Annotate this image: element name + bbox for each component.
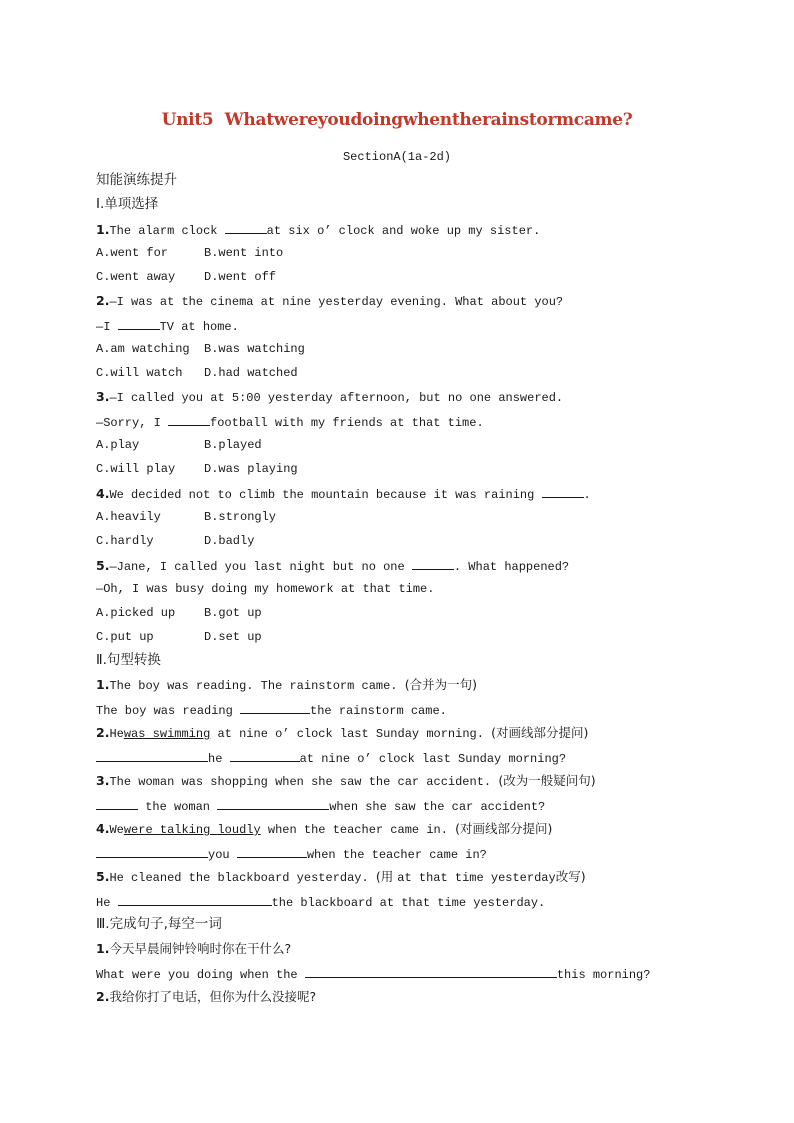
s1-q4-options-row1 (96, 509, 276, 525)
s1-q3-option-a[interactable]: A.play (96, 438, 140, 452)
s2-q1-ans-a: The boy was reading (96, 704, 241, 718)
s2-q1-answer (96, 701, 447, 719)
s1-q3-options-row1 (96, 437, 262, 453)
s1-q1-option-b[interactable]: B.went into (204, 246, 284, 260)
s2-q2-answer (96, 749, 566, 767)
section1-heading: Ⅰ.单项选择 (96, 196, 159, 212)
s1-q4-option-b[interactable]: B.strongly (204, 510, 277, 524)
s1-q4-option-a[interactable]: A.heavily (96, 510, 161, 524)
s1-q3-option-c[interactable]: C.will play (96, 462, 176, 476)
s1-q3-options-row2 (96, 461, 298, 477)
s1-q1-option-a[interactable]: A.went for (96, 246, 169, 260)
s2-q4-stem (96, 821, 552, 838)
s1-q2-line2-b: TV at home. (159, 320, 239, 334)
s1-q3-line2-b: football with my friends at that time. (210, 416, 484, 430)
s1-q1-options-row2 (96, 269, 276, 285)
s2-q3-answer (96, 797, 545, 815)
s1-q5-options-row1 (96, 605, 262, 621)
section2-heading: Ⅱ.句型转换 (96, 652, 161, 668)
page-subtitle: SectionA(1a-2d) (342, 150, 452, 164)
s1-q5-blank[interactable] (412, 557, 454, 570)
s2-q3-note: (改为一般疑问句) (498, 773, 596, 788)
s1-q3-blank[interactable] (168, 413, 210, 426)
s1-q2-stem (96, 293, 563, 310)
s1-q2-options-row1 (96, 341, 305, 357)
s2-q4-note: (对画线部分提问) (455, 821, 553, 836)
s3-q1-answer (96, 965, 650, 983)
s1-q5-option-a[interactable]: A.picked up (96, 606, 176, 620)
s1-q4-stem (96, 485, 591, 503)
s1-q5-stem (96, 557, 569, 575)
s1-q5-options-row2 (96, 629, 262, 645)
s1-q4-blank[interactable] (542, 485, 584, 498)
s1-q3-line2 (96, 413, 484, 431)
s1-q3-line2-a: —Sorry, I (96, 416, 169, 430)
s1-q5-line1-b: . What happened? (453, 560, 570, 574)
s1-q2-option-b[interactable]: B.was watching (204, 342, 305, 356)
s1-q4-text-a: We decided not to climb the mountain because it was raining (109, 488, 542, 502)
s1-q3-number: 3. (96, 389, 110, 404)
s1-q2-option-a[interactable]: A.am watching (96, 342, 190, 356)
s1-q1-blank[interactable] (225, 221, 267, 234)
s1-q1-option-d[interactable]: D.went off (204, 270, 277, 284)
s2-q2-blank-2[interactable] (230, 749, 300, 762)
s2-q2-blank-1[interactable] (96, 749, 208, 762)
s2-q4-number: 4. (96, 821, 110, 836)
s1-q2-number: 2. (96, 293, 110, 308)
s1-q3-stem (96, 389, 563, 406)
s1-q5-number: 5. (96, 558, 110, 573)
s1-q4-option-c[interactable]: C.hardly (96, 534, 154, 548)
s1-q1-option-c[interactable]: C.went away (96, 270, 176, 284)
s1-q2-option-c[interactable]: C.will watch (96, 366, 183, 380)
s2-q4-ans-b: when the teacher came in? (306, 848, 487, 862)
s2-q5-ans-b: the blackboard at that time yesterday. (271, 896, 546, 910)
category-heading: 知能演练提升 (96, 172, 177, 188)
s1-q4-option-d[interactable]: D.badly (204, 534, 255, 548)
s2-q3-blank-1[interactable] (96, 797, 138, 810)
s1-q1-stem (96, 221, 540, 239)
s1-q5-line2: —Oh, I was busy doing my homework at that time. (96, 582, 435, 596)
s2-q4-post: when the teacher came in. (260, 823, 456, 837)
s1-q2-line1: —I was at the cinema at nine yesterday evening. What about you? (109, 295, 564, 309)
s2-q5-note-phrase: at that time yesterday (397, 871, 556, 885)
s3-q1-chinese: 今天早晨闹钟铃响时你在干什么? (109, 941, 292, 956)
s2-q4-answer (96, 845, 487, 863)
s1-q5-option-b[interactable]: B.got up (204, 606, 262, 620)
s2-q5-ans-a: He (96, 896, 118, 910)
s2-q3-blank-2[interactable] (217, 797, 329, 810)
s3-q2-stem (96, 989, 316, 1006)
s1-q2-options-row2 (96, 365, 298, 381)
s2-q3-ans-a: the woman (138, 800, 218, 814)
s2-q5-note-b: 改写) (555, 869, 586, 884)
s3-q2-number: 2. (96, 989, 110, 1004)
s2-q5-number: 5. (96, 869, 110, 884)
s2-q3-stem (96, 773, 596, 790)
s1-q1-options-row1 (96, 245, 283, 261)
s1-q4-options-row2 (96, 533, 254, 549)
s2-q4-blank-1[interactable] (96, 845, 208, 858)
s2-q3-text: The woman was shopping when she saw the car accident. (109, 775, 499, 789)
s3-q1-ans-a: What were you doing when the (96, 968, 305, 982)
s2-q5-note-a: (用 (375, 869, 398, 884)
s1-q5-option-c[interactable]: C.put up (96, 630, 154, 644)
s1-q3-option-d[interactable]: D.was playing (204, 462, 298, 476)
s1-q5-option-d[interactable]: D.set up (204, 630, 262, 644)
s1-q5-line1-a: —Jane, I called you last night but no one (109, 560, 412, 574)
s1-q3-line1: —I called you at 5:00 yesterday afternoon, but no one answered. (109, 391, 564, 405)
s2-q1-number: 1. (96, 677, 110, 692)
s1-q2-option-d[interactable]: D.had watched (204, 366, 298, 380)
page-title: Unit5 Whatwereyoudoingwhentherainstormcame? (161, 110, 633, 130)
s2-q2-note: (对画线部分提问) (491, 725, 589, 740)
s3-q1-stem (96, 941, 291, 958)
s2-q3-ans-b: when she saw the car accident? (329, 800, 546, 814)
s2-q5-answer (96, 893, 545, 911)
s3-q1-number: 1. (96, 941, 110, 956)
s2-q2-ans-b: at nine o’ clock last Sunday morning? (299, 752, 567, 766)
s1-q4-number: 4. (96, 486, 110, 501)
s2-q4-blank-2[interactable] (237, 845, 307, 858)
s3-q1-blank[interactable] (305, 965, 557, 978)
s2-q1-ans-b: the rainstorm came. (310, 704, 447, 718)
s2-q4-underlined: were talking loudly (123, 823, 261, 837)
s2-q5-text: He cleaned the blackboard yesterday. (109, 871, 376, 885)
s3-q1-ans-b: this morning? (556, 968, 651, 982)
section3-heading: Ⅲ.完成句子,每空一词 (96, 916, 222, 932)
s1-q2-line2 (96, 317, 239, 335)
s2-q2-pre: He (109, 727, 124, 741)
s2-q4-pre: We (109, 823, 124, 837)
s2-q3-number: 3. (96, 773, 110, 788)
s1-q1-text-b: at six o’ clock and woke up my sister. (266, 224, 541, 238)
s2-q1-blank[interactable] (240, 701, 310, 714)
s2-q2-underlined: was swimming (123, 727, 211, 741)
s1-q1-number: 1. (96, 222, 110, 237)
s2-q4-ans-a: you (208, 848, 237, 862)
s2-q1-stem (96, 677, 477, 694)
s2-q2-stem (96, 725, 588, 742)
s1-q4-text-b: . (583, 488, 591, 502)
s2-q2-post: at nine o’ clock last Sunday morning. (210, 727, 492, 741)
s1-q2-line2-a: —I (96, 320, 118, 334)
s1-q1-text-a: The alarm clock (109, 224, 225, 238)
s3-q2-chinese: 我给你打了电话，但你为什么没接呢? (109, 989, 317, 1004)
s2-q2-ans-a: he (208, 752, 230, 766)
s2-q2-number: 2. (96, 725, 110, 740)
s1-q3-option-b[interactable]: B.played (204, 438, 262, 452)
s2-q5-stem (96, 869, 586, 886)
s2-q1-note: (合并为一句) (404, 677, 477, 692)
s2-q1-text: The boy was reading. The rainstorm came. (109, 679, 405, 693)
s2-q5-blank[interactable] (118, 893, 272, 906)
s1-q2-blank[interactable] (118, 317, 160, 330)
